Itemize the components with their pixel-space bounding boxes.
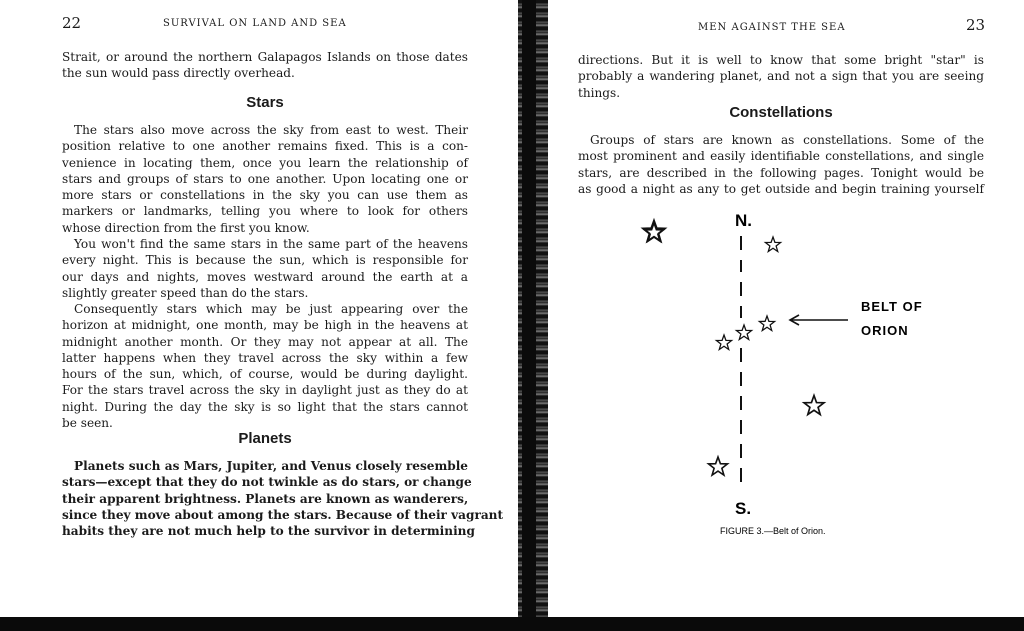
text-line: hours of the sun, which, of course, would be during daylight. xyxy=(62,367,468,382)
planets-paragraph-1 xyxy=(62,458,504,539)
left-intro-paragraph xyxy=(62,49,468,82)
star-icon xyxy=(709,457,728,475)
text-line: probably a wandering planet, and not a sign that you are seeing xyxy=(578,69,984,84)
heading-planets: Planets xyxy=(238,430,292,447)
orion-figure xyxy=(548,200,1024,545)
text-line: since they move about among the stars. Because of their vagrant xyxy=(62,507,504,522)
text-line: venience in locating them, once you learn the relationship of xyxy=(62,155,468,170)
text-line: habits they are not much help to the survivor in determining xyxy=(62,524,475,539)
text-line: Groups of stars are known as constellations. Some of the xyxy=(590,133,984,147)
running-head-right: MEN AGAINST THE SEA xyxy=(698,22,846,33)
text-line: most prominent and easily identifiable constellations, and single xyxy=(578,149,984,164)
text-line: our days and nights, moves westward around the earth at a xyxy=(62,269,468,284)
star-icon xyxy=(716,335,731,349)
text-line: directions. But it is well to know that some bright "star" is xyxy=(578,53,984,67)
running-head-left: SURVIVAL ON LAND AND SEA xyxy=(163,18,347,29)
figure-caption: FIGURE 3.—Belt of Orion. xyxy=(720,526,826,536)
text-line: Consequently stars which may be just appearing over the xyxy=(74,302,468,316)
right-intro-paragraph xyxy=(578,52,984,101)
text-line: For the stars travel across the sky in daylight just as they do at xyxy=(62,383,468,398)
text-line: Planets such as Mars, Jupiter, and Venus closely resemble xyxy=(74,459,468,473)
belt-label-line-1: BELT OF xyxy=(861,299,923,314)
page-number-right: 23 xyxy=(966,16,986,34)
text-line: markers or landmarks, telling you where to look for others xyxy=(62,204,468,219)
text-line: whose direction from the first you know. xyxy=(62,220,310,235)
heading-constellations: Constellations xyxy=(729,104,833,121)
text-line: latter happens when they travel across the sky within a few xyxy=(62,350,468,365)
text-line: be seen. xyxy=(62,416,113,431)
text-line: horizon at midnight, one month, may be high in the heavens at xyxy=(62,318,468,333)
stars-paragraph-1 xyxy=(62,122,468,236)
page-number-left: 22 xyxy=(62,14,82,32)
scan-bottom-edge xyxy=(0,617,1024,631)
heading-stars: Stars xyxy=(246,94,284,111)
text-line: night. During the day the sky is so light that the stars cannot xyxy=(62,399,468,414)
text-line: every night. This is because the sun, which is responsible for xyxy=(62,253,468,268)
left-page xyxy=(0,0,520,617)
text-line: The stars also move across the sky from east to west. Their xyxy=(74,123,468,137)
stars-paragraph-2 xyxy=(62,236,468,301)
north-label: N. xyxy=(735,211,752,230)
star-icon xyxy=(804,396,824,415)
text-line: Strait, or around the northern Galapagos Islands on those dates xyxy=(62,50,468,64)
text-line: stars and groups of stars to one another. Upon locating one or xyxy=(62,171,468,186)
text-line: their apparent brightness. Planets are known as wanderers, xyxy=(62,491,469,506)
text-line: You won't find the same stars in the same part of the heavens xyxy=(74,237,468,251)
text-line: things. xyxy=(578,85,621,100)
arrow-icon xyxy=(790,315,848,325)
star-icon xyxy=(759,316,774,330)
text-line: stars—except that they do not twinkle as do stars, or change xyxy=(62,475,472,490)
south-label: S. xyxy=(735,499,752,518)
text-line: the sun would pass directly overhead. xyxy=(62,66,295,81)
text-line: more stars or constellations in the sky you can use them as xyxy=(62,188,468,203)
text-line: stars, are described in the following pages. Tonight would be xyxy=(578,165,984,180)
text-line: midnight another month. Or they may not appear at all. The xyxy=(62,334,468,349)
star-icon xyxy=(736,325,751,339)
star-icon xyxy=(765,237,780,251)
text-line: position relative to one another remains fixed. This is a con- xyxy=(62,139,468,154)
stars-paragraph-3 xyxy=(62,301,468,431)
belt-label-line-2: ORION xyxy=(861,323,909,338)
constellations-paragraph-1 xyxy=(578,132,984,197)
text-line: as good a night as any to get outside and begin training yourself xyxy=(578,181,984,196)
right-page xyxy=(548,0,1024,617)
book-spine-shadow xyxy=(522,0,536,617)
text-line: slightly greater speed than do the stars. xyxy=(62,285,309,300)
